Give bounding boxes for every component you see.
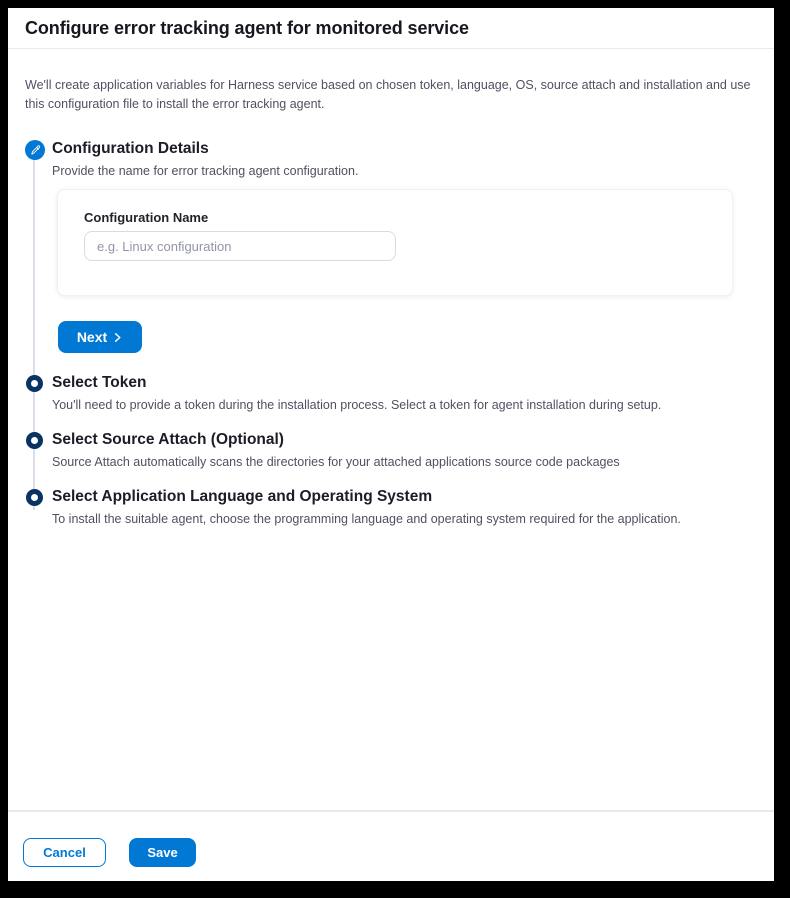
step-3-text: [52, 431, 620, 472]
configure-agent-dialog: [8, 8, 774, 881]
cancel-button[interactable]: Cancel: [23, 838, 106, 867]
step-3-header[interactable]: [25, 431, 757, 472]
pencil-icon: [25, 140, 45, 160]
step-select-language-os: [25, 488, 757, 529]
step-1-title: Configuration Details: [52, 140, 209, 157]
chevron-right-icon: [112, 330, 123, 346]
circle-ring-icon: [26, 375, 43, 392]
step-2-title: Select Token: [52, 374, 147, 391]
step-3-icon-column: [25, 431, 52, 454]
step-4-header[interactable]: [25, 488, 757, 529]
step-4-icon-column: [25, 488, 52, 511]
step-1-icon-column: [25, 140, 52, 161]
step-select-token: [25, 374, 757, 415]
step-4-text: [52, 488, 681, 529]
step-2-text: [52, 374, 661, 415]
circle-ring-icon: [26, 432, 43, 449]
step-1-subtitle: Provide the name for error tracking agent configuration.: [52, 164, 359, 178]
save-button[interactable]: Save: [129, 838, 196, 867]
configuration-form-card: [57, 189, 733, 296]
step-1-header[interactable]: [25, 140, 757, 181]
step-4-subtitle: To install the suitable agent, choose the programming language and operating system required for the application.: [52, 512, 681, 526]
step-2-icon-column: [25, 374, 52, 397]
step-3-title: Select Source Attach (Optional): [52, 431, 284, 448]
step-select-source-attach: [25, 431, 757, 472]
step-2-header[interactable]: [25, 374, 757, 415]
wizard-steps: [25, 140, 757, 529]
next-button-label: Next: [76, 329, 108, 345]
configuration-name-label: Configuration Name: [84, 210, 209, 225]
step-configuration-details: [25, 140, 757, 353]
step-3-subtitle: Source Attach automatically scans the directories for your attached applications source code packages: [52, 455, 620, 469]
step-4-title: Select Application Language and Operating System: [52, 488, 433, 505]
next-button[interactable]: [58, 321, 142, 353]
intro-description: We'll create application variables for Harness service based on chosen token, language, OS, source attach and installation and use this configuration file to install the error tracking agent.: [25, 78, 751, 111]
dialog-header: [8, 8, 774, 49]
step-1-text: [52, 140, 358, 181]
circle-ring-icon: [26, 489, 43, 506]
configuration-name-input[interactable]: [84, 231, 396, 261]
dialog-footer: [8, 810, 774, 881]
page-title: Configure error tracking agent for monitored service: [25, 17, 469, 38]
dialog-body: [8, 49, 774, 810]
step-2-subtitle: You'll need to provide a token during the installation process. Select a token for agent installation during setup.: [52, 398, 662, 412]
